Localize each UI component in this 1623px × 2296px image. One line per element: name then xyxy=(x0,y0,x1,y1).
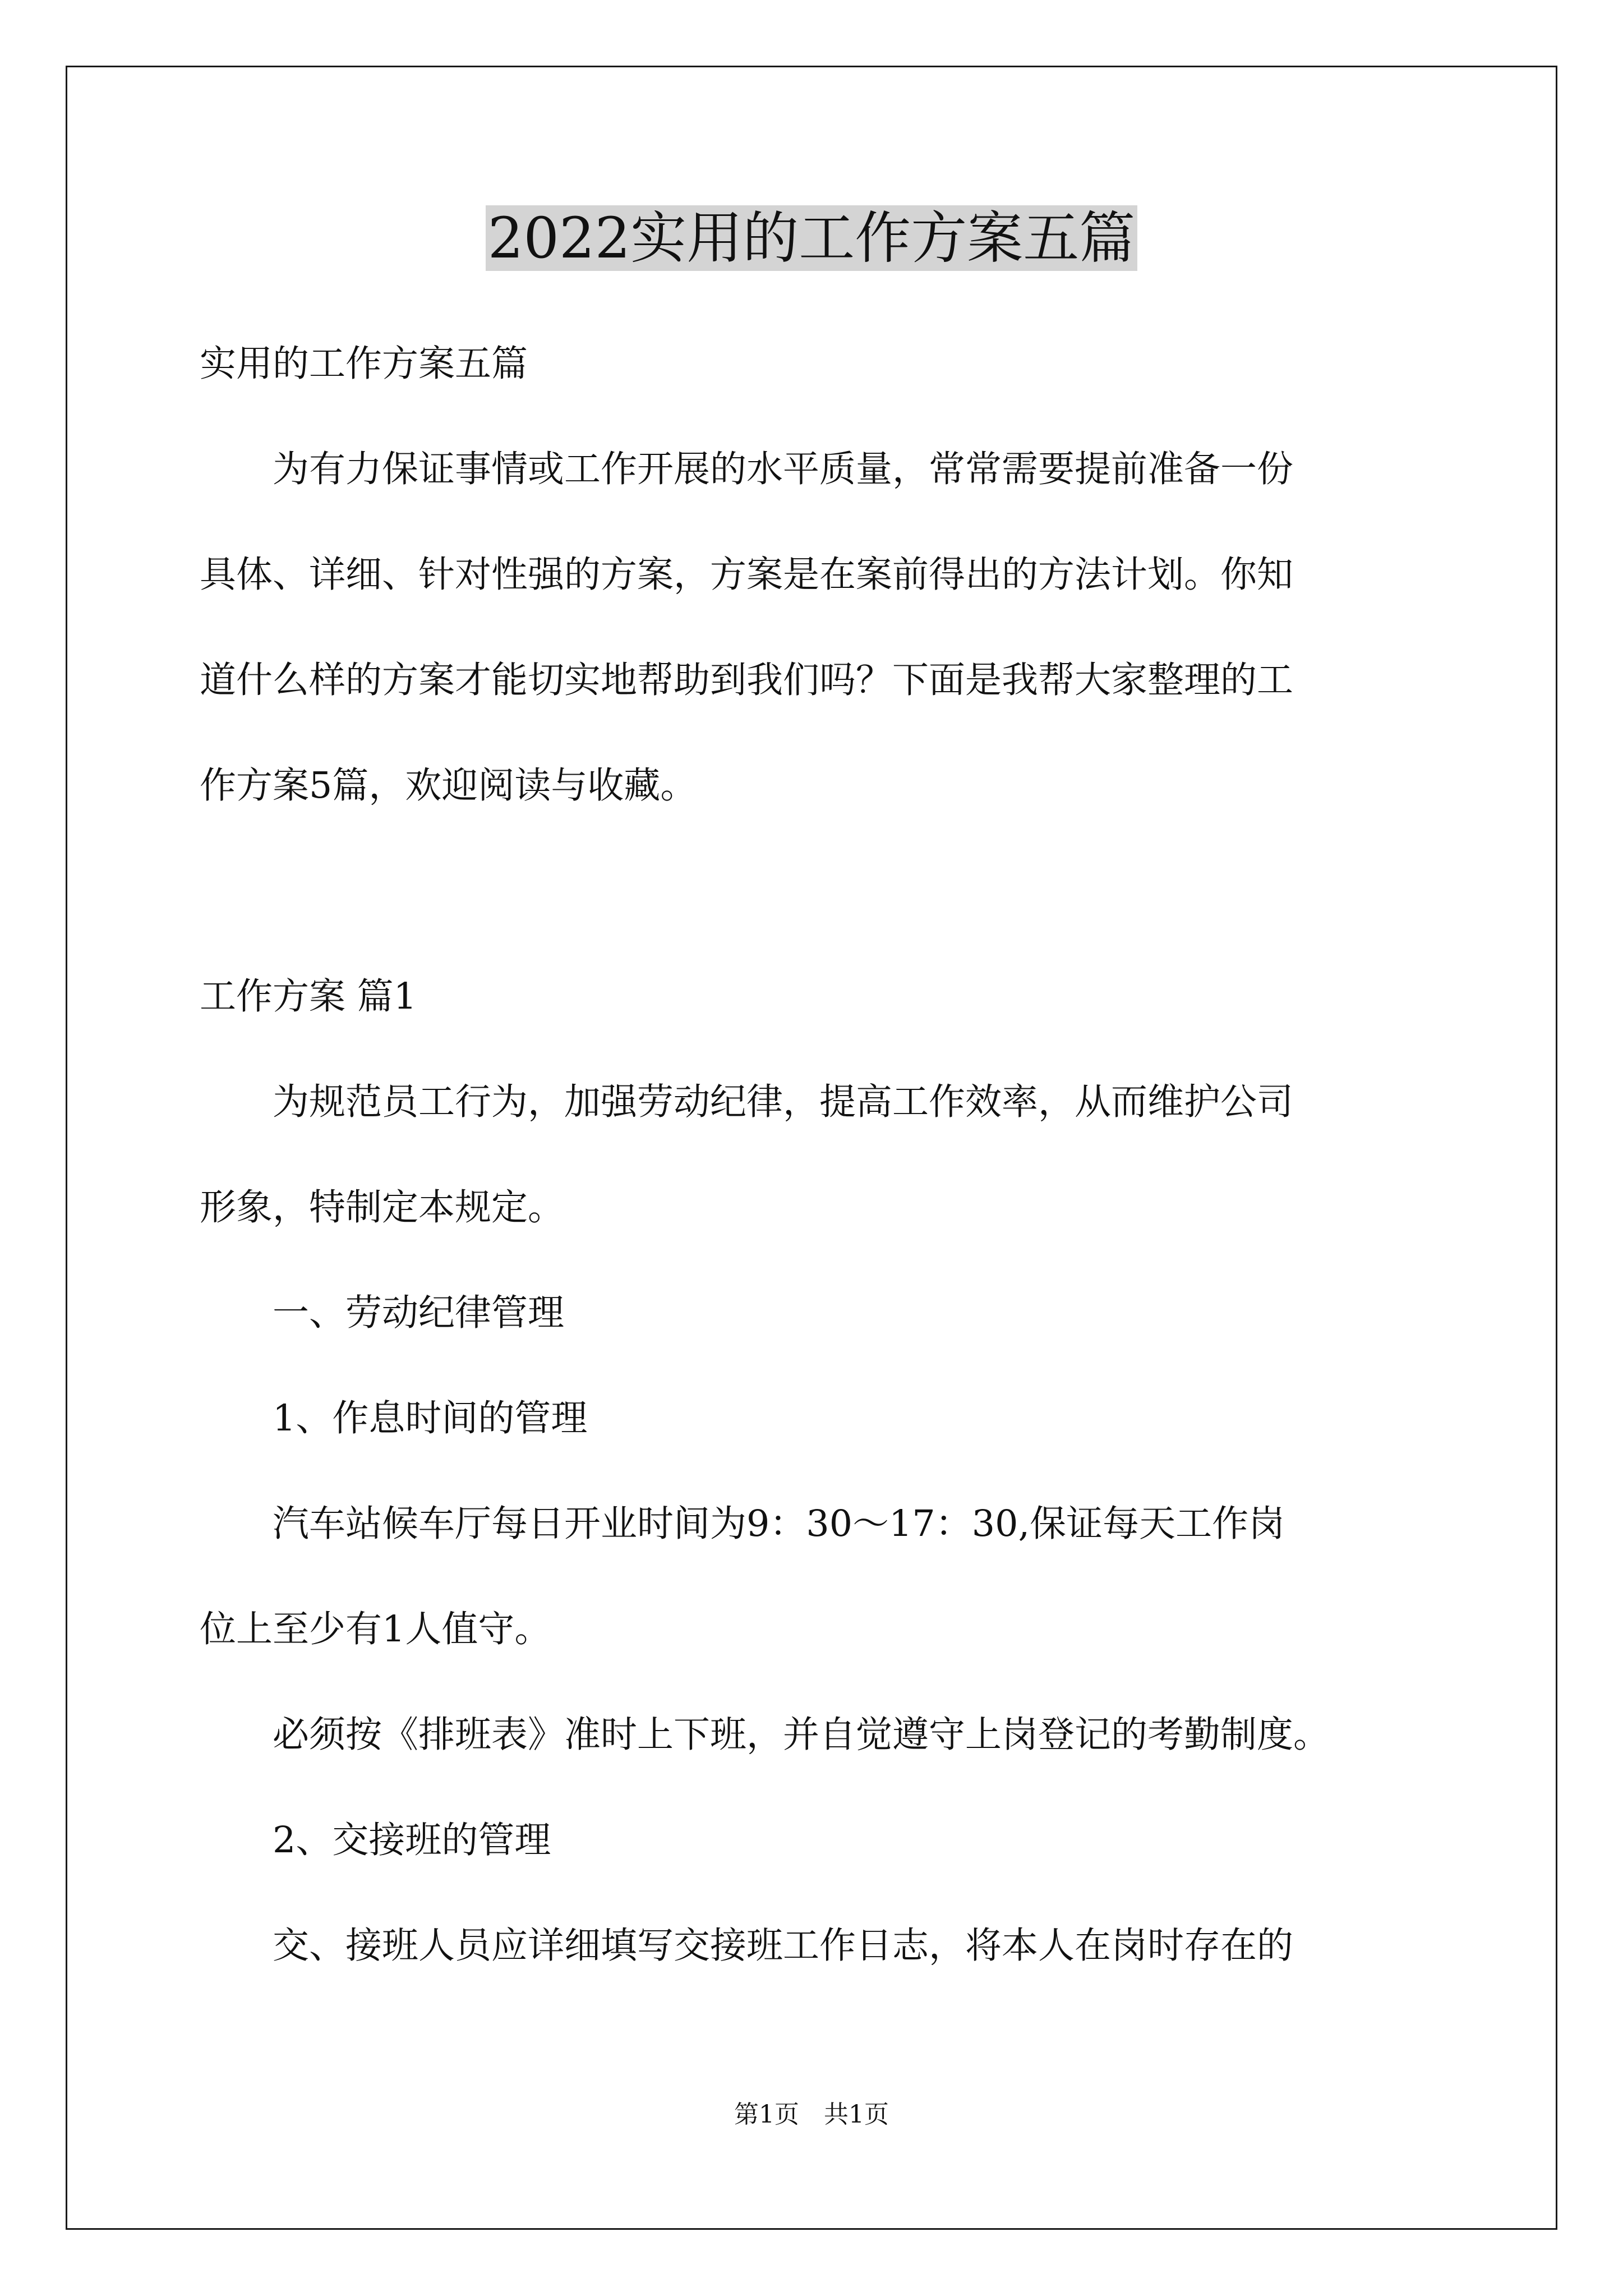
subsection-heading: 一、劳动纪律管理 xyxy=(273,1292,565,1334)
page-number-text: 第1页 共1页 xyxy=(734,2100,889,2129)
section-heading: 工作方案 篇1 xyxy=(200,976,417,1018)
body-paragraph-line: 汽车站候车厅每日开业时间为9：30～17：30,保证每天工作岗 xyxy=(273,1503,1285,1545)
document-title xyxy=(0,199,1623,278)
item-heading: 2、交接班的管理 xyxy=(273,1819,551,1861)
paragraph-spacer xyxy=(200,839,1433,944)
intro-paragraph-line: 作方案5篇，欢迎阅读与收藏。 xyxy=(200,765,697,807)
subtitle-line: 实用的工作方案五篇 xyxy=(200,343,528,385)
body-paragraph-line: 必须按《排班表》准时上下班，并自觉遵守上岗登记的考勤制度。 xyxy=(273,1714,1330,1756)
body-paragraph-line: 交、接班人员应详细填写交接班工作日志，将本人在岗时存在的 xyxy=(273,1925,1294,1967)
intro-paragraph-line: 具体、详细、针对性强的方案，方案是在案前得出的方法计划。你知 xyxy=(200,554,1294,596)
item-heading: 1、作息时间的管理 xyxy=(273,1397,588,1439)
intro-paragraph-line: 道什么样的方案才能切实地帮助到我们吗？下面是我帮大家整理的工 xyxy=(200,659,1294,701)
document-title-text: 2022实用的工作方案五篇 xyxy=(486,205,1138,271)
intro-paragraph-line: 为有力保证事情或工作开展的水平质量，常常需要提前准备一份 xyxy=(273,448,1294,490)
page-footer xyxy=(0,2098,1623,2132)
body-paragraph-line: 为规范员工行为，加强劳动纪律，提高工作效率，从而维护公司 xyxy=(273,1081,1294,1123)
body-paragraph-line: 位上至少有1人值守。 xyxy=(200,1608,551,1650)
document-body xyxy=(200,311,1433,1999)
body-paragraph-line: 形象，特制定本规定。 xyxy=(200,1186,565,1228)
